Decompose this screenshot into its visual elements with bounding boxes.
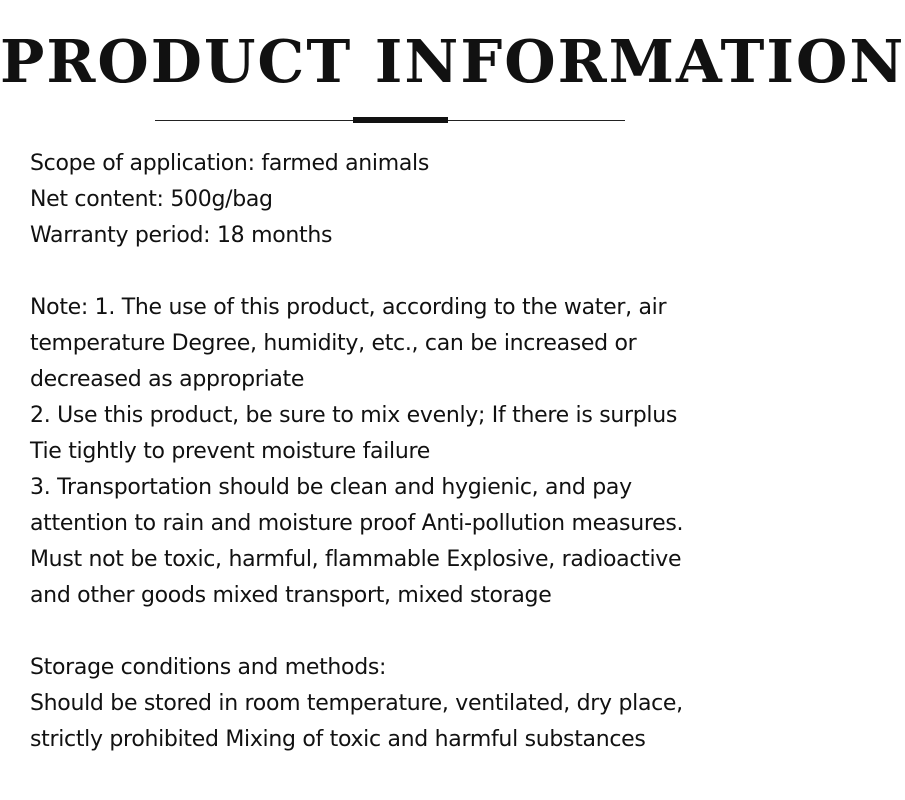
- scope-of-application: Scope of application: farmed animals: [30, 151, 430, 176]
- note-line: temperature Degree, humidity, etc., can be increased or: [30, 331, 637, 356]
- page-title: PRODUCT INFORMATION: [0, 27, 905, 96]
- storage-heading: Storage conditions and methods:: [30, 655, 387, 680]
- note-line: Tie tightly to prevent moisture failure: [30, 439, 430, 464]
- net-content: Net content: 500g/bag: [30, 187, 273, 212]
- note-line: 2. Use this product, be sure to mix evenly; If there is surplus: [30, 403, 678, 428]
- note-line: and other goods mixed transport, mixed storage: [30, 583, 552, 608]
- note-line: Note: 1. The use of this product, according to the water, air: [30, 295, 667, 320]
- section-spacer: [30, 614, 790, 650]
- note-line: Must not be toxic, harmful, flammable Explosive, radioactive: [30, 547, 682, 572]
- storage-line: strictly prohibited Mixing of toxic and harmful substances: [30, 727, 646, 752]
- note-line: decreased as appropriate: [30, 367, 305, 392]
- warranty-period: Warranty period: 18 months: [30, 223, 333, 248]
- note-line: 3. Transportation should be clean and hygienic, and pay: [30, 475, 632, 500]
- product-info-body: [30, 146, 790, 758]
- storage-line: Should be stored in room temperature, ventilated, dry place,: [30, 691, 683, 716]
- title-divider-accent: [353, 117, 448, 123]
- section-spacer: [30, 254, 790, 290]
- note-line: attention to rain and moisture proof Anti-pollution measures.: [30, 511, 684, 536]
